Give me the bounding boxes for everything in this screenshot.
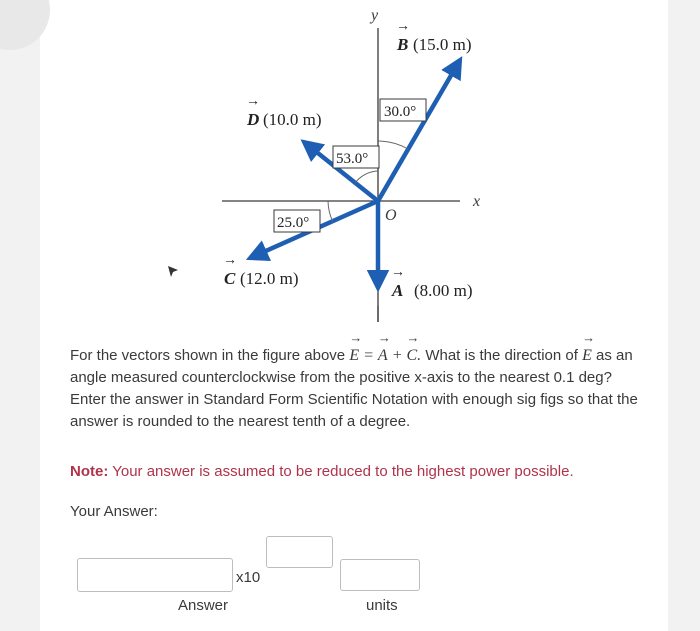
equation <box>349 347 421 364</box>
angle-label-c: 25.0° <box>277 215 310 231</box>
equals-sign: = <box>363 347 374 364</box>
vector-e-symbol-2: → E <box>582 345 592 367</box>
vector-a-magnitude: (8.00 m) <box>414 281 473 300</box>
vector-c-symbol: → C <box>406 345 417 367</box>
note-body: Your answer is assumed to be reduced to the highest power possible. <box>108 463 574 480</box>
vector-a-name: A <box>392 281 404 300</box>
exponent-input[interactable] <box>266 536 333 568</box>
angle-label-d: 53.0° <box>336 151 369 167</box>
note-text <box>70 463 574 480</box>
your-answer-label: Your Answer: <box>70 503 158 520</box>
vector-a-symbol: → A <box>378 345 388 367</box>
equation-period: . <box>417 347 422 364</box>
y-axis-label: y <box>371 7 379 24</box>
vector-d-magnitude: (10.0 m) <box>263 110 322 129</box>
x-axis-label: x <box>473 193 481 210</box>
angle-arc-d <box>355 171 378 183</box>
vector-e-symbol: → E <box>349 345 359 367</box>
origin-label: O <box>385 207 397 224</box>
question-rest: as an angle measured counterclockwise from the positive x-axis to the nearest 0.1 deg? Enter the answer in Standard Form Scientific Notation with enough sig figs so that the answer is rounded to the nearest tenth of a degree. <box>70 347 638 430</box>
units-input[interactable] <box>340 559 420 591</box>
units-label: units <box>366 597 398 614</box>
angle-arc-b <box>378 141 408 149</box>
vector-b-label <box>396 19 472 54</box>
angle-label-b: 30.0° <box>384 104 417 120</box>
svg-text:→: → <box>246 94 260 109</box>
question-mid: What is the direction of <box>421 347 578 364</box>
angle-arc-c <box>328 201 333 222</box>
mouse-cursor-icon <box>168 266 178 277</box>
times-ten-label: x10 <box>236 569 261 586</box>
vector-d-label <box>246 94 322 129</box>
answer-label: Answer <box>178 597 229 614</box>
svg-text:→: → <box>223 253 237 268</box>
vector-a-label <box>391 265 473 300</box>
vector-b-magnitude: (15.0 m) <box>413 35 472 54</box>
vector-b-name: B <box>397 35 409 54</box>
answer-input[interactable] <box>77 558 233 592</box>
svg-text:→: → <box>391 265 405 280</box>
note-bold: Note: <box>70 463 109 480</box>
question-text <box>70 345 645 433</box>
vector-d-name: D <box>247 110 260 129</box>
plus-sign: + <box>391 347 403 364</box>
vector-c-magnitude: (12.0 m) <box>240 269 299 288</box>
vector-c-name: C <box>224 269 236 288</box>
question-intro: For the vectors shown in the figure above <box>70 347 346 364</box>
svg-text:→: → <box>396 19 410 34</box>
vector-c-label <box>223 253 299 288</box>
vector-b-arrow <box>378 60 460 201</box>
